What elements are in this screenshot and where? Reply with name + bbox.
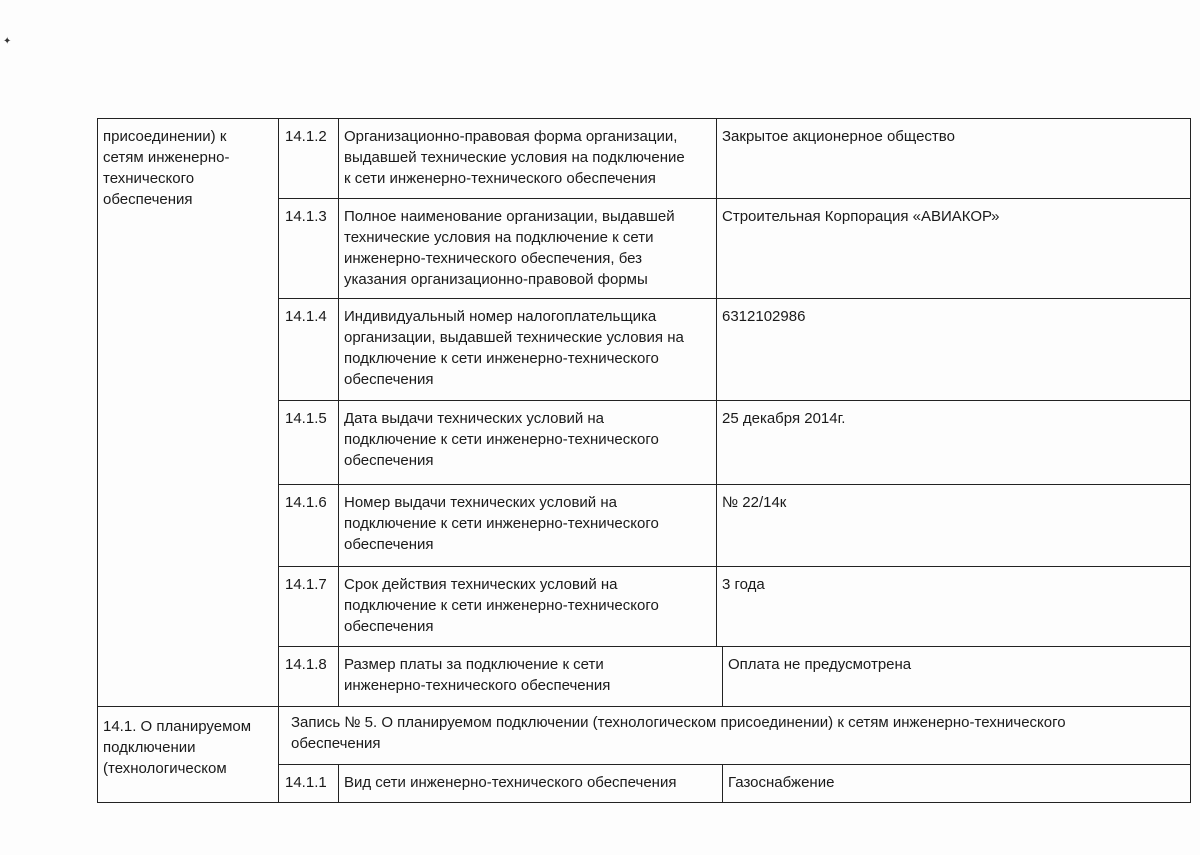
row-label: Индивидуальный номер налогоплательщика организации, выдавшей технические условия на подключение к сети инженерно-технического обеспечения	[338, 298, 717, 401]
row-number: 14.1.8	[278, 646, 339, 707]
row-number: 14.1.4	[278, 298, 339, 401]
row-number: 14.1.6	[278, 484, 339, 567]
row-number: 14.1.2	[278, 118, 339, 199]
row-number: 14.1.3	[278, 198, 339, 299]
row-label: Полное наименование организации, выдавшей технические условия на подключение к сети инженерно-технического обеспечения, без указания организационно-правовой формы	[338, 198, 717, 299]
row-value: Строительная Корпорация «АВИАКОР»	[716, 198, 1191, 299]
scan-mark: ✦	[3, 36, 12, 47]
row-value: 3 года	[716, 566, 1191, 647]
row-label: Вид сети инженерно-технического обеспечения	[338, 764, 723, 803]
row-value: Оплата не предусмотрена	[722, 646, 1191, 707]
row-label: Номер выдачи технических условий на подключение к сети инженерно-технического обеспечения	[338, 484, 717, 567]
row-label: Срок действия технических условий на подключение к сети инженерно-технического обеспечения	[338, 566, 717, 647]
section-label: присоединении) к сетям инженерно- технического обеспечения	[97, 118, 279, 707]
row-value: 25 декабря 2014г.	[716, 400, 1191, 485]
row-number: 14.1.1	[278, 764, 339, 803]
row-value: Закрытое акционерное общество	[716, 118, 1191, 199]
row-label: Размер платы за подключение к сети инженерно-технического обеспечения	[338, 646, 723, 707]
row-value: № 22/14к	[716, 484, 1191, 567]
section-label: 14.1. О планируемом подключении (технологическом	[97, 706, 279, 803]
row-number: 14.1.5	[278, 400, 339, 485]
row-label: Дата выдачи технических условий на подключение к сети инженерно-технического обеспечения	[338, 400, 717, 485]
row-value: Газоснабжение	[722, 764, 1191, 803]
record-title: Запись № 5. О планируемом подключении (технологическом присоединении) к сетям инженерно-технического обеспечения	[278, 706, 1191, 765]
row-label: Организационно-правовая форма организации, выдавшей технические условия на подключение к сети инженерно-технического обеспечения	[338, 118, 717, 199]
row-value: 6312102986	[716, 298, 1191, 401]
row-number: 14.1.7	[278, 566, 339, 647]
